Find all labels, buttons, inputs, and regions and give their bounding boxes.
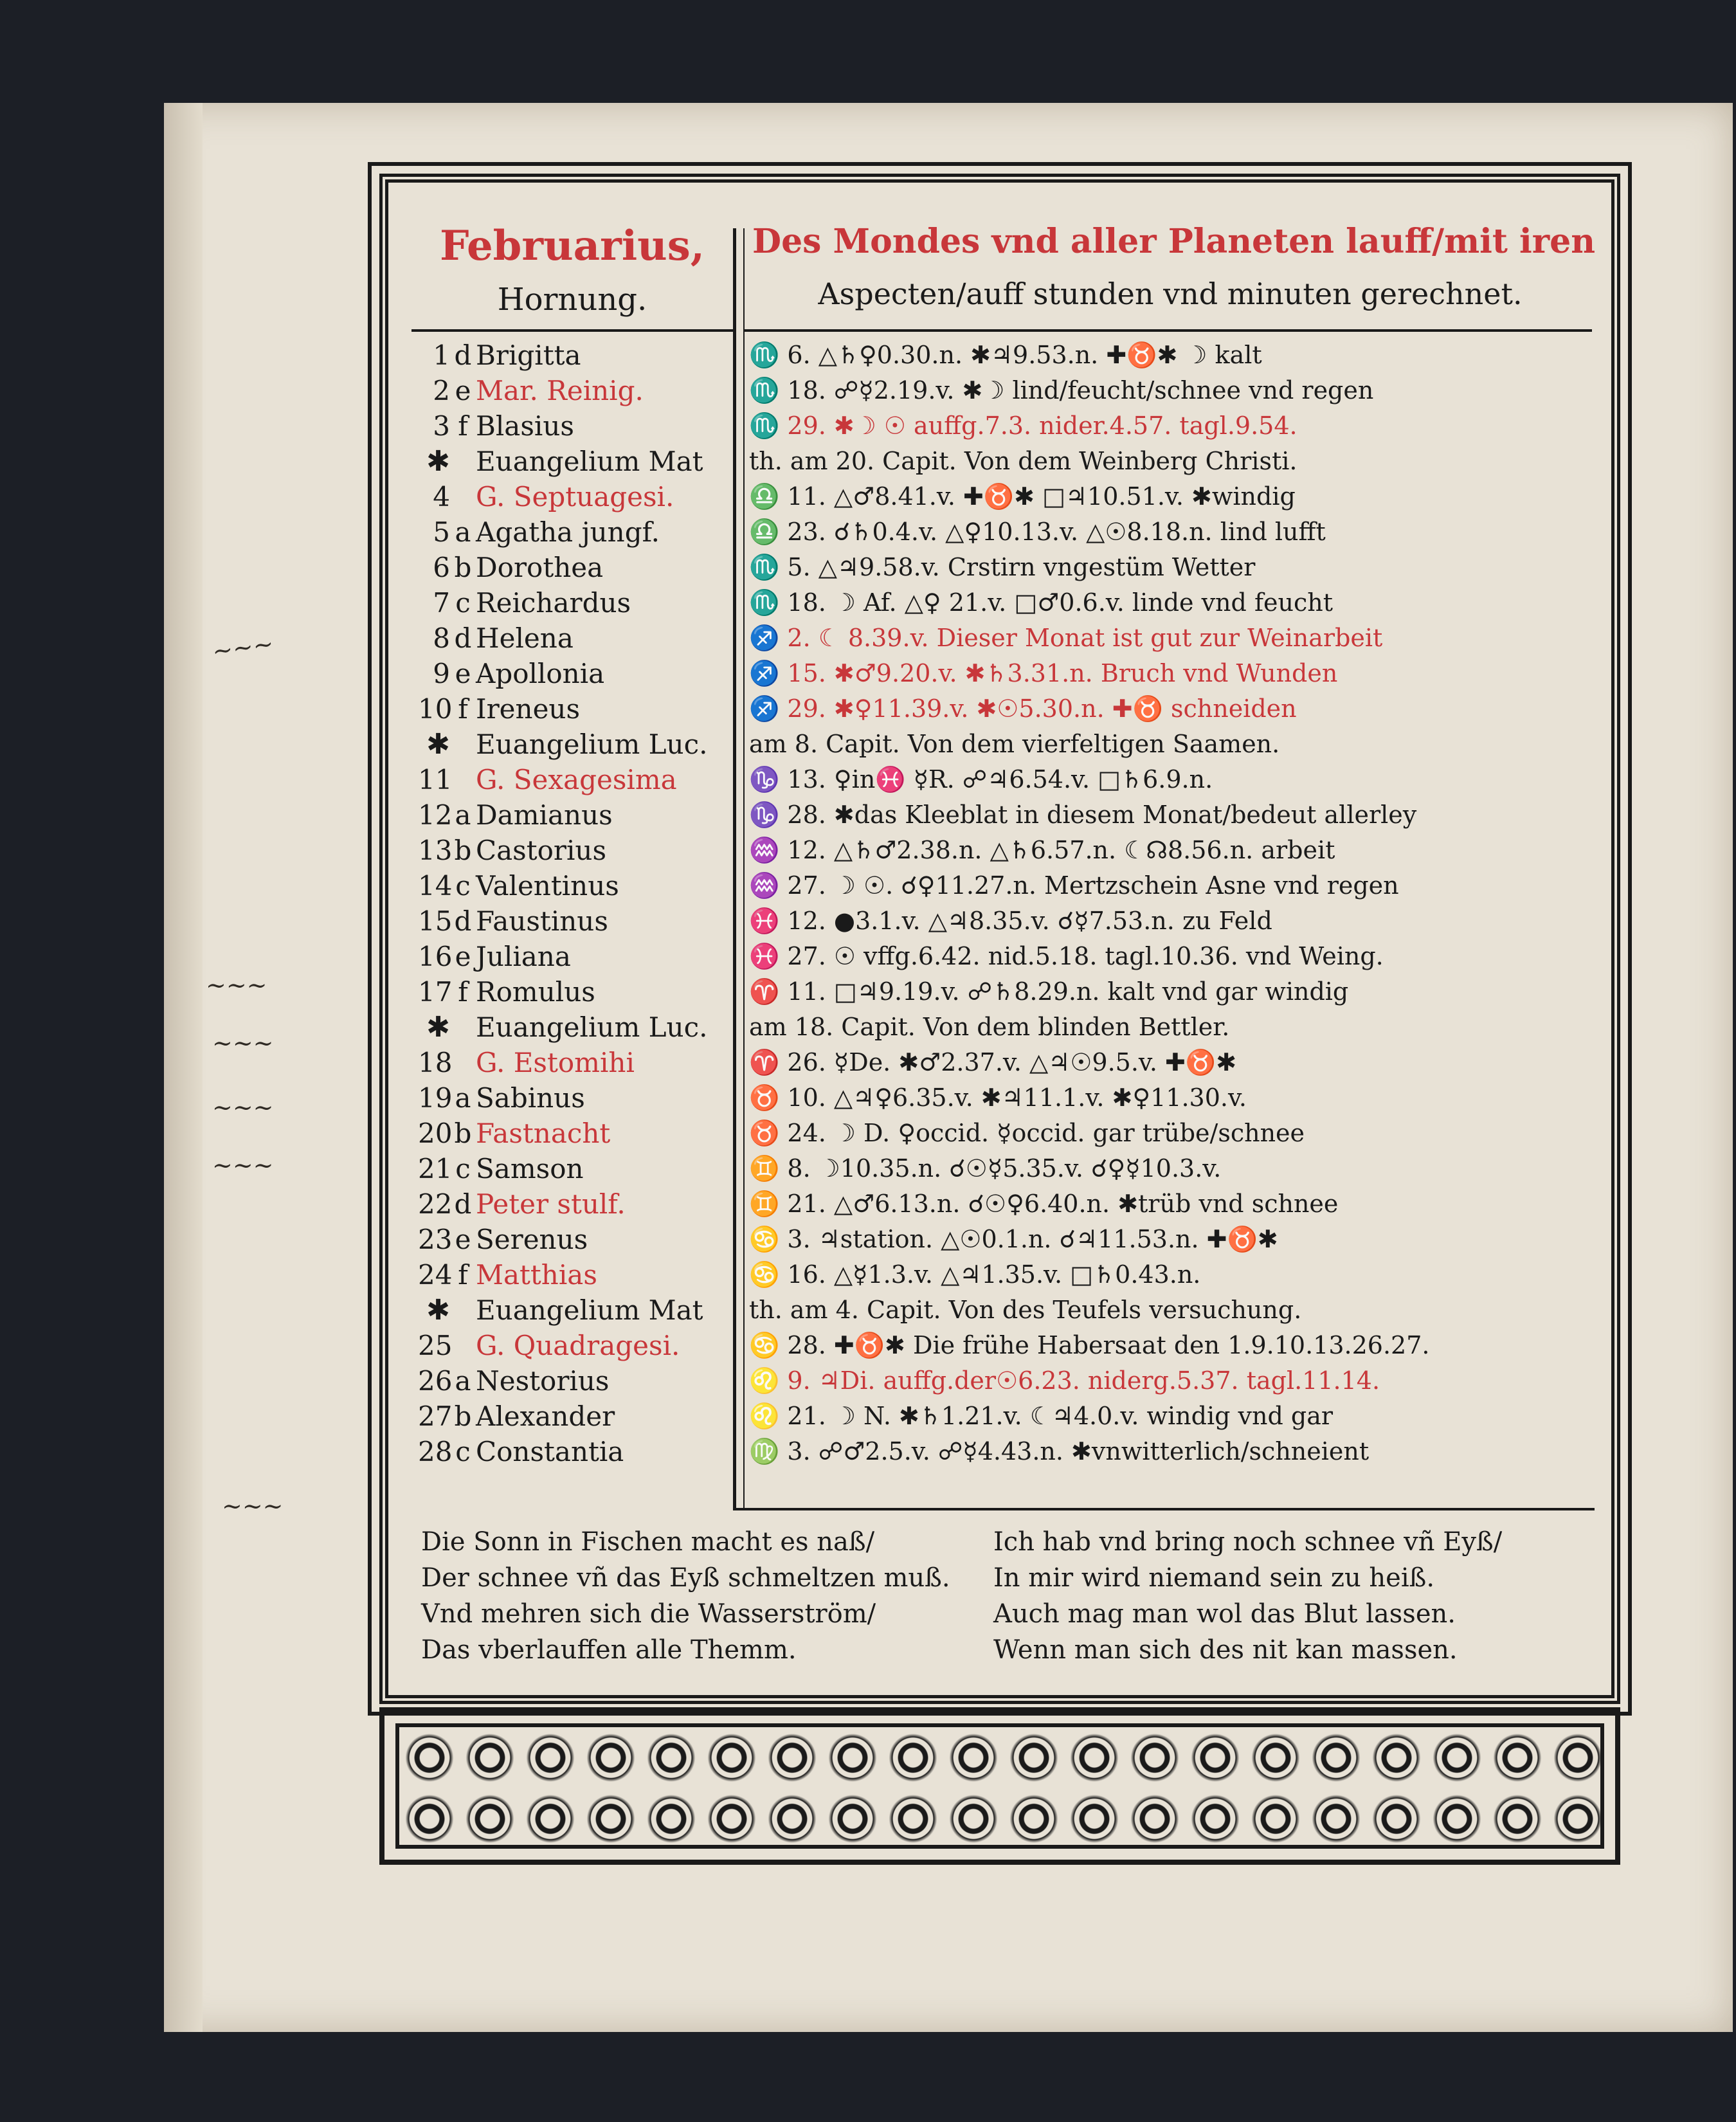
verse-line: In mir wird niemand sein zu heiß. [993, 1563, 1435, 1593]
day-number: 18 [418, 1047, 453, 1078]
day-number: 6 [433, 552, 450, 583]
day-number: 4 [433, 481, 450, 512]
day-number: ✱ [426, 1011, 450, 1044]
day-number: 7 [433, 587, 450, 619]
calendar-row [418, 727, 1595, 762]
calendar-table [418, 338, 1595, 1469]
calendar-row [418, 373, 1595, 408]
saint-day-cell [418, 833, 714, 868]
aspect-cell: ♐ 15. ✱♂9.20.v. ✱♄3.31.n. Bruch vnd Wunden [749, 659, 1338, 687]
saint-name: Samson [476, 1153, 584, 1184]
calendar-row [418, 903, 1595, 939]
saint-day-cell [418, 1151, 714, 1186]
dominical-letter: f [458, 693, 468, 725]
handwritten-note: ~~~ [212, 1093, 274, 1121]
saint-name: Peter stulf. [476, 1188, 626, 1220]
calendar-row [418, 868, 1595, 903]
saint-name: G. Septuagesi. [476, 481, 674, 512]
calendar-row [418, 444, 1595, 479]
aspect-cell: ♎ 11. △♂8.41.v. ✚♉✱ □♃10.51.v. ✱windig [749, 482, 1296, 511]
calendar-row [418, 1116, 1595, 1151]
dominical-letter: e [455, 658, 471, 689]
day-number: 5 [433, 516, 450, 548]
calendar-row [418, 338, 1595, 373]
dominical-letter: a [455, 1365, 471, 1397]
calendar-row [418, 621, 1595, 656]
saint-name: Euangelium Mat [476, 446, 703, 477]
saint-day-cell [418, 514, 714, 550]
saint-day-cell [418, 797, 714, 833]
calendar-row [418, 762, 1595, 797]
day-number: 25 [418, 1330, 453, 1361]
aspect-cell: ♊ 21. △♂6.13.n. ☌☉♀6.40.n. ✱trüb vnd schnee [749, 1190, 1339, 1218]
dominical-letter: d [454, 622, 472, 654]
calendar-row [418, 514, 1595, 550]
saint-name: Euangelium Luc. [476, 1011, 708, 1043]
saint-day-cell [418, 1222, 714, 1257]
saint-day-cell [418, 903, 714, 939]
handwritten-note: ~~~ [206, 971, 267, 999]
dominical-letter: e [455, 375, 471, 406]
aspect-cell: ♈ 26. ☿De. ✱♂2.37.v. △♃☉9.5.v. ✚♉✱ [749, 1048, 1237, 1076]
aspect-cell: ♑ 13. ♀in♓ ☿R. ☍♃6.54.v. □♄6.9.n. [749, 765, 1213, 793]
calendar-row [418, 1080, 1595, 1116]
handwritten-note: ~~~ [210, 629, 276, 666]
dominical-letter: c [455, 1153, 471, 1184]
calendar-row [418, 1363, 1595, 1399]
saint-name: Constantia [476, 1436, 624, 1467]
saint-day-cell [418, 444, 714, 479]
aspect-cell: th. am 4. Capit. Von des Teufels versuchung. [749, 1296, 1302, 1324]
calendar-row [418, 1399, 1595, 1434]
header-rule-right [743, 329, 1592, 332]
aspect-cell: ♓ 12. ●3.1.v. △♃8.35.v. ☌☿7.53.n. zu Feld [749, 907, 1272, 935]
header-rule-left [411, 329, 733, 332]
saint-day-cell [418, 727, 714, 762]
day-number: 2 [433, 375, 450, 406]
dominical-letter: a [455, 799, 471, 831]
day-number: 10 [418, 693, 453, 725]
calendar-row [418, 833, 1595, 868]
verse-line: Ich hab vnd bring noch schnee vñ Eyß/ [993, 1527, 1503, 1557]
calendar-row [418, 691, 1595, 727]
aspect-cell: ♏ 6. △♄♀0.30.n. ✱♃9.53.n. ✚♉✱ ☽ kalt [749, 341, 1262, 369]
day-number: 20 [418, 1118, 453, 1149]
dominical-letter: a [455, 1082, 471, 1114]
saint-name: Apollonia [476, 658, 605, 689]
aspect-cell: am 18. Capit. Von dem blinden Bettler. [749, 1013, 1230, 1041]
aspect-cell: ♋ 3. ♃station. △☉0.1.n. ☌♃11.53.n. ✚♉✱ [749, 1225, 1278, 1253]
aspect-cell: ♌ 21. ☽ N. ✱♄1.21.v. ☾♃4.0.v. windig vnd gar [749, 1402, 1334, 1430]
day-number: 8 [433, 622, 450, 654]
saint-day-cell [418, 1363, 714, 1399]
saint-name: Matthias [476, 1259, 597, 1291]
saint-name: G. Quadragesi. [476, 1330, 680, 1361]
dominical-letter: f [458, 976, 468, 1008]
calendar-row [418, 797, 1595, 833]
day-number: 11 [418, 764, 453, 795]
saint-day-cell [418, 656, 714, 691]
day-number: 16 [418, 941, 453, 972]
calendar-row [418, 1010, 1595, 1045]
calendar-row [418, 1186, 1595, 1222]
dominical-letter: e [455, 1224, 471, 1255]
saint-name: Valentinus [476, 870, 619, 902]
handwritten-note: ~~~ [212, 1029, 274, 1057]
aspect-cell: ♏ 18. ☽ Af. △♀ 21.v. □♂0.6.v. linde vnd feucht [749, 588, 1333, 617]
saint-day-cell [418, 1080, 714, 1116]
aspect-cell: ♏ 18. ☍☿2.19.v. ✱☽ lind/feucht/schnee vnd regen [749, 376, 1374, 404]
saint-day-cell [418, 691, 714, 727]
calendar-row [418, 479, 1595, 514]
calendar-row [418, 1257, 1595, 1292]
verse-line: Auch mag man wol das Blut lassen. [993, 1599, 1456, 1629]
saint-day-cell [418, 762, 714, 797]
aspect-cell: ♏ 5. △♃9.58.v. Crstirn vngestüm Wetter [749, 553, 1256, 581]
calendar-row [418, 1045, 1595, 1080]
saint-day-cell [418, 1186, 714, 1222]
aspect-subtitle: Aspecten/auff stunden vnd minuten gerechnet. [818, 277, 1523, 311]
saint-day-cell [418, 338, 714, 373]
calendar-row [418, 550, 1595, 585]
aspect-cell: ♓ 27. ☉ vffg.6.42. nid.5.18. tagl.10.36. vnd Weing. [749, 942, 1384, 970]
day-number: 27 [418, 1401, 453, 1432]
day-number: 12 [418, 799, 453, 831]
ornament-band [395, 1723, 1604, 1849]
aspect-cell: ♐ 2. ☾ 8.39.v. Dieser Monat ist gut zur Weinarbeit [749, 624, 1383, 652]
day-number: 21 [418, 1153, 453, 1184]
saint-name: Euangelium Luc. [476, 729, 708, 760]
dominical-letter: d [454, 340, 472, 371]
aspect-cell: ♌ 9. ♃Di. auffg.der☉6.23. niderg.5.37. tagl.11.14. [749, 1366, 1380, 1395]
saint-name: Agatha jungf. [476, 516, 660, 548]
handwritten-note: ~~~ [222, 1492, 284, 1520]
saint-day-cell [418, 585, 714, 621]
dominical-letter: c [455, 587, 471, 619]
verse-left [421, 1524, 950, 1668]
saint-name: Juliana [476, 941, 571, 972]
saint-day-cell [418, 550, 714, 585]
saint-name: G. Sexagesima [476, 764, 677, 795]
verse-line: Der schnee vñ das Eyß schmeltzen muß. [421, 1563, 950, 1593]
saint-day-cell [418, 1010, 714, 1045]
aspect-cell: ♋ 28. ✚♉✱ Die frühe Habersaat den 1.9.10.13.26.27. [749, 1331, 1430, 1359]
day-number: 14 [418, 870, 453, 902]
saint-name: Dorothea [476, 552, 604, 583]
dominical-letter: a [455, 516, 471, 548]
day-number: 15 [418, 905, 453, 937]
dominical-letter: e [455, 941, 471, 972]
aspect-cell: ♐ 29. ✱♀11.39.v. ✱☉5.30.n. ✚♉ schneiden [749, 694, 1297, 723]
saint-name: Serenus [476, 1224, 588, 1255]
saint-name: Helena [476, 622, 574, 654]
dominical-letter: b [454, 1401, 472, 1432]
dominical-letter: b [454, 552, 472, 583]
saint-day-cell [418, 1116, 714, 1151]
aspect-cell: ♎ 23. ☌♄0.4.v. △♀10.13.v. △☉8.18.n. lind lufft [749, 518, 1326, 546]
table-bottom-rule [733, 1508, 1595, 1510]
saint-day-cell [418, 1292, 714, 1328]
saint-name: Romulus [476, 976, 595, 1008]
saint-day-cell [418, 621, 714, 656]
saint-name: Damianus [476, 799, 613, 831]
dominical-letter: d [454, 905, 472, 937]
handwritten-note: ~~~ [212, 1151, 274, 1179]
calendar-row [418, 1434, 1595, 1469]
day-number: 17 [418, 976, 453, 1008]
calendar-row [418, 585, 1595, 621]
day-number: ✱ [426, 1294, 450, 1327]
aspect-cell: ♏ 29. ✱☽ ☉ auffg.7.3. nider.4.57. tagl.9.54. [749, 412, 1297, 440]
aspect-title: Des Mondes vnd aller Planeten lauff/mit iren [752, 222, 1596, 261]
aspect-cell: ♑ 28. ✱das Kleeblat in diesem Monat/bedeut allerley [749, 801, 1417, 829]
aspect-cell: ♉ 10. △♃♀6.35.v. ✱♃11.1.v. ✱♀11.30.v. [749, 1084, 1247, 1112]
saint-day-cell [418, 868, 714, 903]
day-number: 1 [433, 340, 450, 371]
saint-name: Ireneus [476, 693, 581, 725]
saint-day-cell [418, 974, 714, 1010]
aspect-cell: am 8. Capit. Von dem vierfeltigen Saamen. [749, 730, 1280, 758]
calendar-row [418, 1151, 1595, 1186]
day-number: 23 [418, 1224, 453, 1255]
saint-day-cell [418, 1434, 714, 1469]
saint-name: G. Estomihi [476, 1047, 635, 1078]
month-subtitle: Hornung. [497, 282, 647, 318]
day-number: 19 [418, 1082, 453, 1114]
calendar-row [418, 408, 1595, 444]
verse-line: Die Sonn in Fischen macht es naß/ [421, 1527, 875, 1557]
day-number: 13 [418, 835, 453, 866]
saint-name: Faustinus [476, 905, 608, 937]
dominical-letter: c [455, 870, 471, 902]
verse-line: Das vberlauffen alle Themm. [421, 1635, 797, 1665]
saint-name: Fastnacht [476, 1118, 611, 1149]
day-number: 24 [418, 1259, 453, 1291]
day-number: 28 [418, 1436, 453, 1467]
dominical-letter: c [455, 1436, 471, 1467]
saint-name: Sabinus [476, 1082, 585, 1114]
dominical-letter: f [458, 410, 468, 442]
calendar-row [418, 974, 1595, 1010]
day-number: ✱ [426, 728, 450, 761]
calendar-row [418, 939, 1595, 974]
aspect-cell: ♋ 16. △☿1.3.v. △♃1.35.v. □♄0.43.n. [749, 1260, 1201, 1289]
verse-right [993, 1524, 1502, 1668]
aspect-cell: ♊ 8. ☽10.35.n. ☌☉☿5.35.v. ☌♀☿10.3.v. [749, 1154, 1222, 1183]
day-number: 26 [418, 1365, 453, 1397]
saint-name: Brigitta [476, 340, 581, 371]
day-number: 3 [433, 410, 450, 442]
dominical-letter: b [454, 1118, 472, 1149]
calendar-row [418, 1292, 1595, 1328]
aspect-cell: ♉ 24. ☽ D. ♀occid. ☿occid. gar trübe/schnee [749, 1119, 1305, 1147]
aspect-cell: ♒ 12. △♄♂2.38.n. △♄6.57.n. ☾☊8.56.n. arbeit [749, 836, 1335, 864]
dominical-letter: d [454, 1188, 472, 1220]
day-number: 22 [418, 1188, 453, 1220]
saint-day-cell [418, 1399, 714, 1434]
aspect-cell: ♍ 3. ☍♂2.5.v. ☍☿4.43.n. ✱vnwitterlich/schneient [749, 1437, 1370, 1465]
day-number: ✱ [426, 445, 450, 478]
saint-day-cell [418, 1045, 714, 1080]
saint-day-cell [418, 479, 714, 514]
saint-name: Blasius [476, 410, 574, 442]
saint-name: Castorius [476, 835, 607, 866]
calendar-row [418, 1328, 1595, 1363]
saint-name: Reichardus [476, 587, 631, 619]
aspect-cell: th. am 20. Capit. Von dem Weinberg Christi. [749, 447, 1297, 475]
aspect-cell: ♈ 11. □♃9.19.v. ☍♄8.29.n. kalt vnd gar windig [749, 977, 1349, 1006]
saint-name: Alexander [476, 1401, 615, 1432]
calendar-row [418, 656, 1595, 691]
verse-line: Wenn man sich des nit kan massen. [993, 1635, 1458, 1665]
saint-day-cell [418, 373, 714, 408]
saint-day-cell [418, 1328, 714, 1363]
saint-name: Mar. Reinig. [476, 375, 644, 406]
aspect-cell: ♒ 27. ☽ ☉. ☌♀11.27.n. Mertzschein Asne vnd regen [749, 871, 1399, 900]
saint-name: Euangelium Mat [476, 1294, 703, 1326]
verse-line: Vnd mehren sich die Wasserström/ [421, 1599, 876, 1629]
dominical-letter: b [454, 835, 472, 866]
saint-name: Nestorius [476, 1365, 610, 1397]
calendar-row [418, 1222, 1595, 1257]
saint-day-cell [418, 1257, 714, 1292]
saint-day-cell [418, 939, 714, 974]
saint-day-cell [418, 408, 714, 444]
dominical-letter: f [458, 1259, 468, 1291]
day-number: 9 [433, 658, 450, 689]
month-title: Februarius, [440, 222, 705, 270]
